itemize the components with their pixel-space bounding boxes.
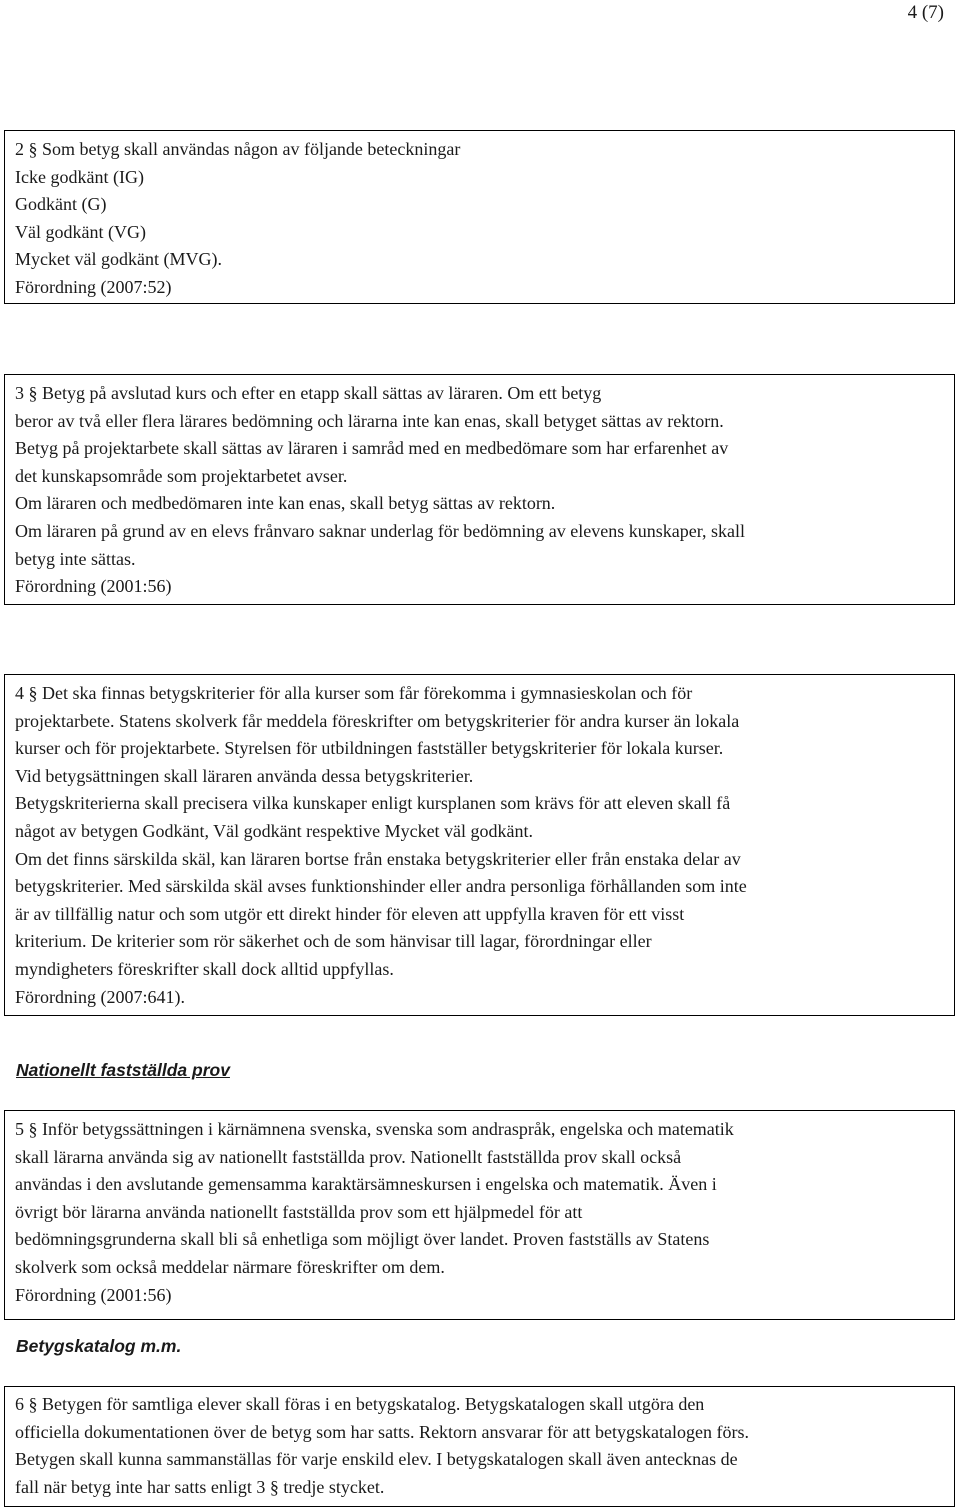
- section-2-line: Väl godkänt (VG): [15, 221, 146, 242]
- paragraph-sign: §: [28, 683, 38, 703]
- page-number: 4 (7): [907, 2, 944, 23]
- section-4-box: [4, 674, 955, 1016]
- heading-nationellt-faststallda-prov: Nationellt fastställda prov: [16, 1060, 230, 1080]
- section-3-line: Betyg på projektarbete skall sättas av läraren i samråd med en medbedömare som har erfarenhet av: [15, 438, 729, 459]
- section-2-reference: Förordning (2007:52): [15, 276, 172, 297]
- section-3-line: betyg inte sättas.: [15, 548, 136, 569]
- paragraph-sign: §: [28, 1394, 38, 1414]
- section-6-line: fall när betyg inte har satts enligt 3 § tredje stycket.: [15, 1476, 385, 1497]
- section-3-line: beror av två eller flera lärares bedömning och lärarna inte kan enas, skall betyget sättas av rektorn.: [15, 410, 724, 431]
- section-4-line: myndigheters föreskrifter skall dock alltid uppfyllas.: [15, 958, 394, 979]
- paragraph-sign: §: [28, 383, 38, 403]
- section-3-line: Om läraren på grund av en elevs frånvaro saknar underlag för bedömning av elevens kunskaper, skall: [15, 520, 746, 541]
- section-4-line: betygskriterier. Med särskilda skäl avses funktionshinder eller andra personliga förhållanden som inte: [15, 876, 747, 897]
- section-6-line-1: [15, 1391, 944, 1419]
- section-3-box: [4, 374, 955, 605]
- section-number: 4: [15, 683, 24, 703]
- section-4-line-1: [15, 680, 944, 708]
- section-3-line: det kunskapsområde som projektarbetet avser.: [15, 465, 348, 486]
- section-2-line: Icke godkänt (IG): [15, 166, 144, 187]
- section-5-line: bedömningsgrunderna skall bli så enhetliga som möjligt över landet. Proven fastställs av Statens: [15, 1229, 710, 1250]
- section-5-reference: Förordning (2001:56): [15, 1284, 172, 1305]
- section-5-box: [4, 1110, 955, 1320]
- section-5-line: skall lärarna använda sig av nationellt fastställda prov. Nationellt fastställda prov skall också: [15, 1146, 682, 1167]
- paragraph-sign: §: [28, 139, 38, 159]
- section-5-line: övrigt bör lärarna använda nationellt fastställda prov som ett hjälpmedel för att: [15, 1201, 583, 1222]
- section-2-line-1: [15, 136, 944, 164]
- section-text: Inför betygssättningen i kärnämnena svenska, svenska som andraspråk, engelska och matematik: [42, 1119, 734, 1139]
- section-5-line: användas i den avslutande gemensamma karaktärsämneskursen i engelska och matematik. Även i: [15, 1174, 717, 1195]
- section-3-line-1: [15, 380, 944, 408]
- section-4-line: projektarbete. Statens skolverk får meddela föreskrifter om betygskriterier för andra kurser än lokala: [15, 710, 740, 731]
- paragraph-sign: §: [28, 1119, 38, 1139]
- section-4-line: kriterium. De kriterier som rör säkerhet och de som hänvisar till lagar, förordningar eller: [15, 931, 652, 952]
- section-2-line: Godkänt (G): [15, 194, 107, 215]
- section-text: Betygen för samtliga elever skall föras i en betygskatalog. Betygskatalogen skall utgöra den: [42, 1394, 705, 1414]
- section-text: Betyg på avslutad kurs och efter en etapp skall sättas av läraren. Om ett betyg: [42, 383, 602, 403]
- section-5-line-1: [15, 1116, 944, 1144]
- section-4-line: Vid betygsättningen skall läraren använda dessa betygskriterier.: [15, 765, 474, 786]
- section-6-line: Betygen skall kunna sammanställas för varje enskild elev. I betygskatalogen skall även antecknas de: [15, 1449, 738, 1470]
- section-number: 5: [15, 1119, 24, 1139]
- section-text: Som betyg skall användas någon av följande beteckningar: [42, 139, 461, 159]
- section-6-line: officiella dokumentationen över de betyg som har satts. Rektorn ansvarar för att betygskatalogen förs.: [15, 1421, 749, 1442]
- section-5-line: skolverk som också meddelar närmare föreskrifter om dem.: [15, 1256, 445, 1277]
- section-3-line: Om läraren och medbedömaren inte kan enas, skall betyg sättas av rektorn.: [15, 493, 556, 514]
- section-4-line: Om det finns särskilda skäl, kan läraren bortse från enstaka betygskriterier eller från enstaka delar av: [15, 848, 741, 869]
- section-4-line: kurser och för projektarbete. Styrelsen för utbildningen fastställer betygskriterier för lokala kurser.: [15, 738, 724, 759]
- section-4-line: något av betygen Godkänt, Väl godkänt respektive Mycket väl godkänt.: [15, 820, 534, 841]
- section-2-line: Mycket väl godkänt (MVG).: [15, 249, 222, 270]
- section-4-reference: Förordning (2007:641).: [15, 986, 185, 1007]
- section-2-box: [4, 130, 955, 304]
- section-4-line: är av tillfällig natur och som utgör ett direkt hinder för eleven att uppfylla kraven för ett visst: [15, 903, 685, 924]
- section-3-reference: Förordning (2001:56): [15, 576, 172, 597]
- heading-betygskatalog: Betygskatalog m.m.: [16, 1336, 182, 1356]
- section-text: Det ska finnas betygskriterier för alla kurser som får förekomma i gymnasieskolan och för: [42, 683, 693, 703]
- section-number: 2: [15, 139, 24, 159]
- section-6-box: [4, 1386, 955, 1507]
- section-4-line: Betygskriterierna skall precisera vilka kunskaper enligt kursplanen som krävs för att eleven skall få: [15, 793, 731, 814]
- section-number: 6: [15, 1394, 24, 1414]
- section-number: 3: [15, 383, 24, 403]
